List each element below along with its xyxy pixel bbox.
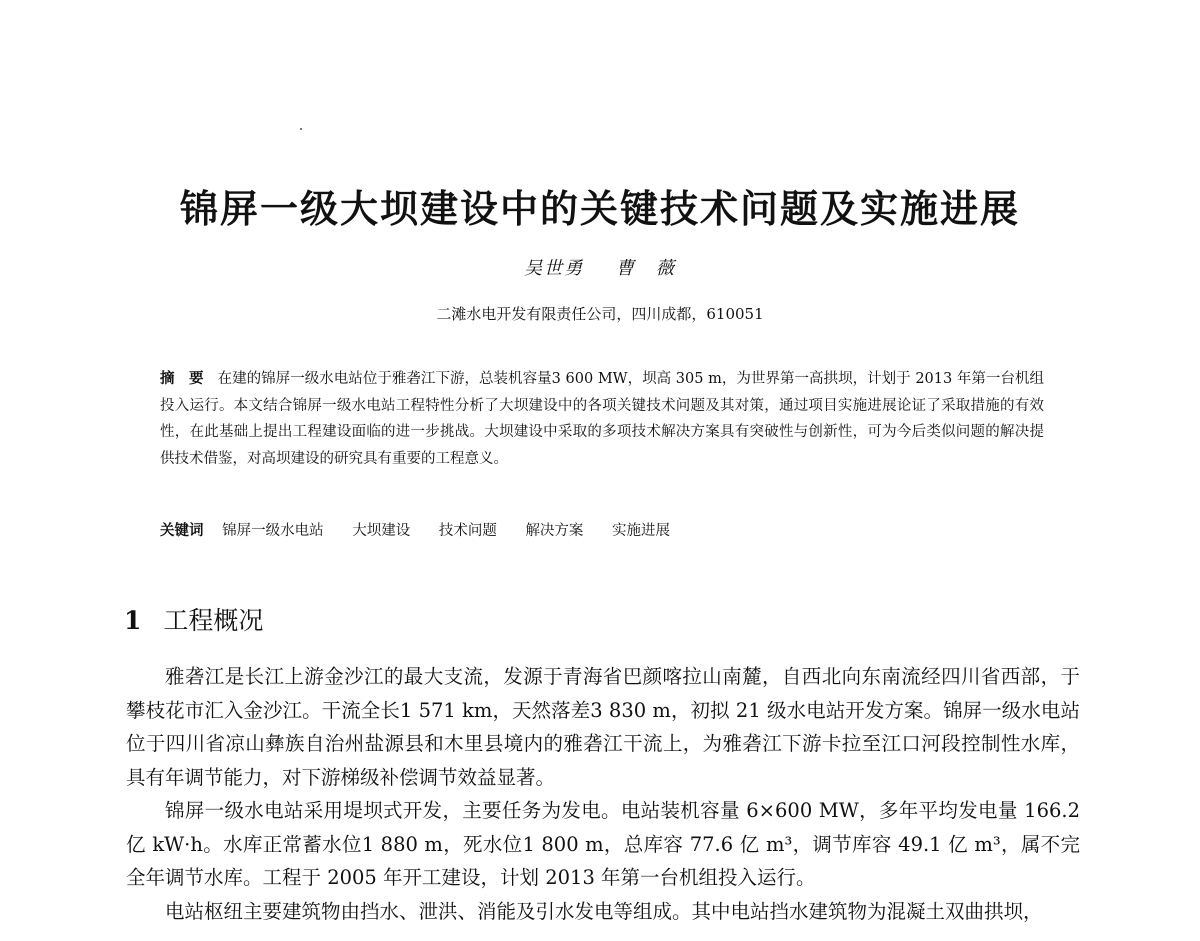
author-list	[0, 254, 1200, 280]
abstract	[160, 366, 1044, 472]
scan-speck	[300, 128, 302, 130]
paragraph: 雅砻江是长江上游金沙江的最大支流，发源于青海省巴颜喀拉山南麓，自西北向东南流经四川省西部，于攀枝花市汇入金沙江。干流全长1 571 km，天然落差3 830 m，初拟 21 级水电站开发方案。锦屏一级水电站位于四川省凉山彝族自治州盐源县和木里县境内的雅砻江干流上，为雅砻江下游卡拉至江口河段控制性水库，具有年调节能力，对下游梯级补偿调节效益显著。	[126, 665, 1080, 789]
paper-title: 锦屏一级大坝建设中的关键技术问题及实施进展	[179, 187, 1020, 231]
paragraph: 锦屏一级水电站采用堤坝式开发，主要任务为发电。电站装机容量 6×600 MW，多年平均发电量 166.2 亿 kW·h。水库正常蓄水位1 880 m，死水位1 800 m，总库容 77.6 亿 m³，调节库容 49.1 亿 m³，属不完全年调节水库。工程于 2005 年开工建设，计划 2013 年第一台机组投入运行。	[126, 799, 1080, 889]
keywords	[160, 520, 1044, 542]
body-text	[126, 660, 1080, 928]
keyword: 大坝建设	[352, 523, 411, 539]
affiliation: 二滩水电开发有限责任公司，四川成都，610051	[436, 305, 764, 323]
keyword: 解决方案	[525, 523, 584, 539]
author-name: 吴世勇	[524, 258, 585, 279]
section-number: 1	[124, 606, 142, 635]
author-name: 曹 薇	[615, 258, 676, 279]
abstract-label: 摘 要	[160, 371, 204, 387]
keywords-label: 关键词	[160, 523, 204, 539]
keyword: 实施进展	[612, 523, 671, 539]
section-heading	[124, 605, 263, 637]
keyword: 锦屏一级水电站	[222, 523, 324, 539]
abstract-text: 在建的锦屏一级水电站位于雅砻江下游，总装机容量3 600 MW，坝高 305 m，为世界第一高拱坝，计划于 2013 年第一台机组投入运行。本文结合锦屏一级水电站工程特性分析了大坝建设中的各项关键技术问题及其对策，通过项目实施进展论证了采取措施的有效性，在此基础上提出工程建设面临的进一步挑战。大坝建设中采取的多项技术解决方案具有突破性与创新性，可为今后类似问题的解决提供技术借鉴，对高坝建设的研究具有重要的工程意义。	[160, 371, 1044, 467]
section-title: 工程概况	[163, 606, 264, 635]
keyword: 技术问题	[438, 523, 497, 539]
paragraph: 电站枢纽主要建筑物由挡水、泄洪、消能及引水发电等组成。其中电站挡水建筑物为混凝土双曲拱坝，	[165, 899, 1043, 923]
